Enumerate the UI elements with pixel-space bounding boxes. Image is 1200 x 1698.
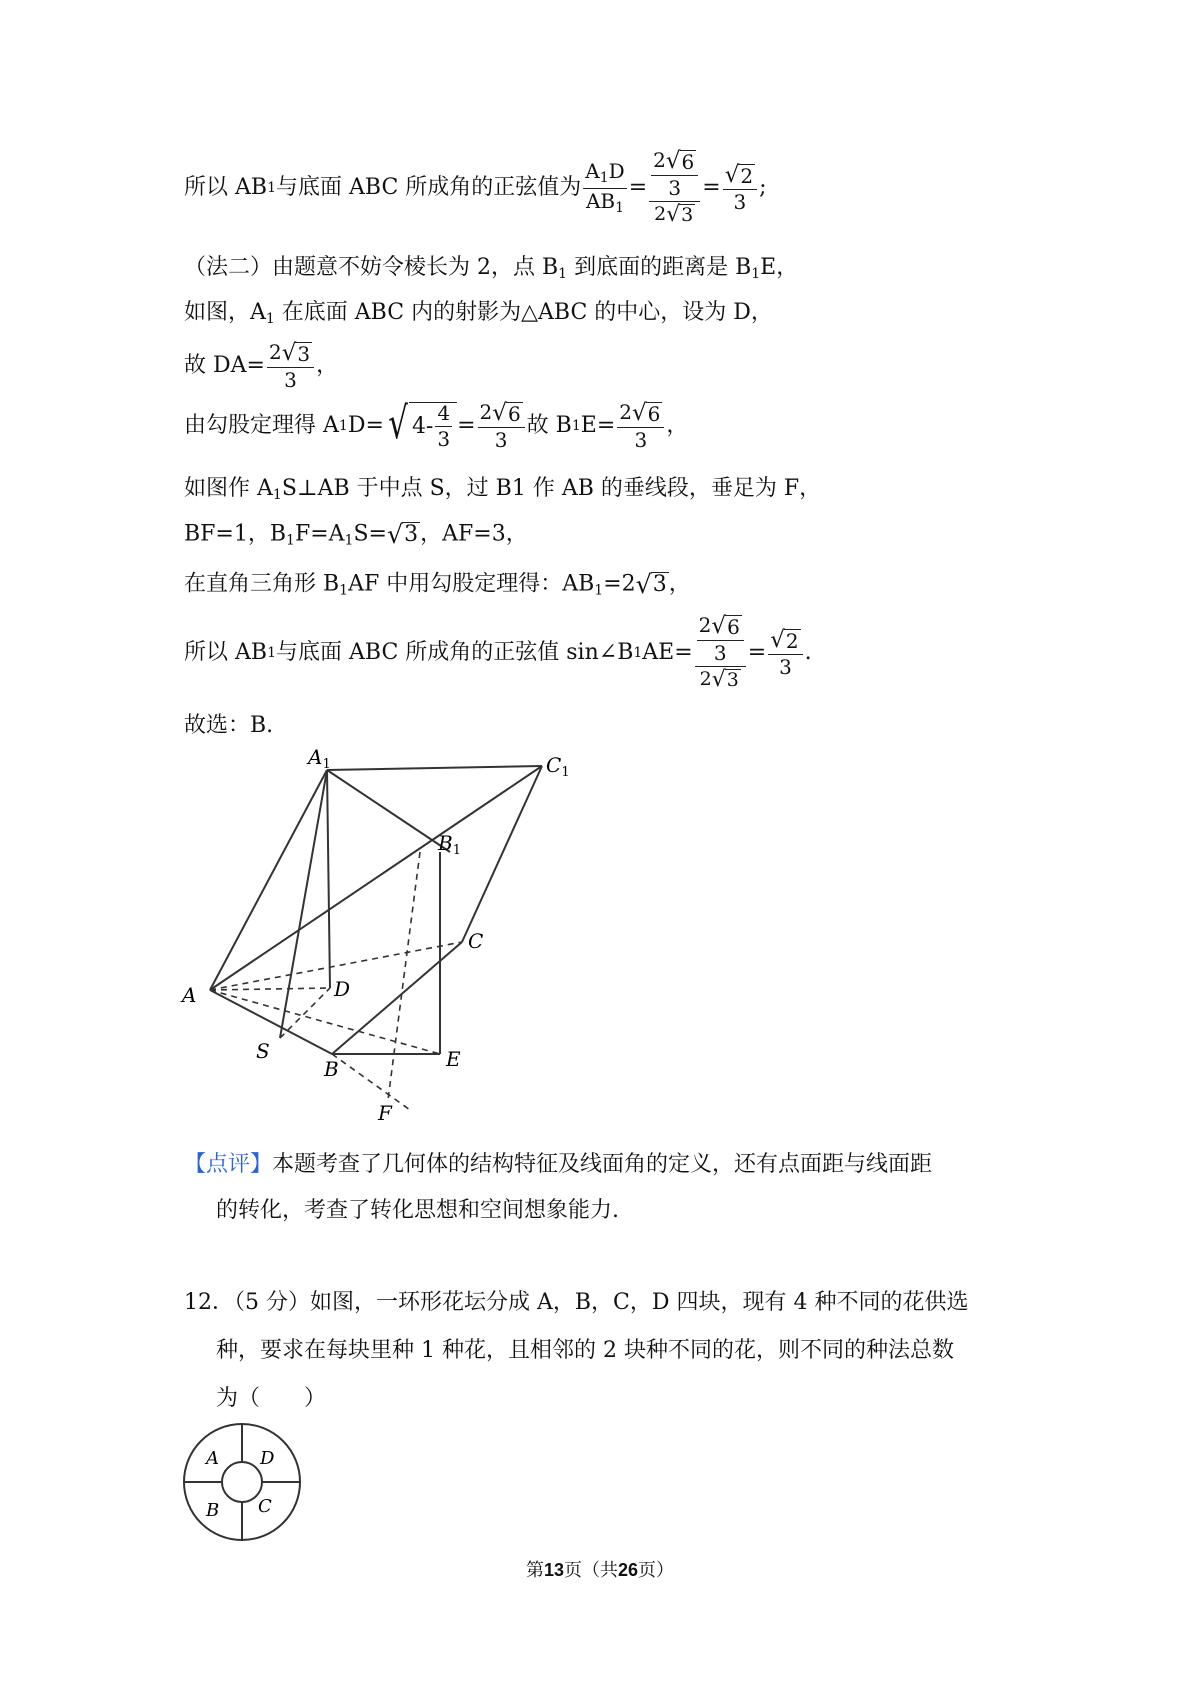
question-12-line-2: 种，要求在每块里种 1 种花，且相邻的 2 块种不同的花，则不同的种法总数 xyxy=(216,1338,954,1363)
label-c1: $C_1$ xyxy=(546,753,570,780)
solution-line-5: 由勾股定理得 A 1 D= √ 4- $\frac{4}{3}$ = 2 √ 6 3 故 B 1 E= 2 √ 6 3 ， xyxy=(184,398,689,452)
solution-line-3: 如图，$A_1$ 在底面 ABC 内的射影为△ABC 的中心，设为 D， xyxy=(184,300,773,327)
prism-diagram xyxy=(180,740,600,1120)
answer-line: 故选：B. xyxy=(184,713,274,738)
page-footer: 第13页（共26页） xyxy=(525,1560,675,1581)
label-b1: $B_1$ xyxy=(438,831,461,858)
comment-label: 【点评】 xyxy=(184,1152,273,1177)
ring-label-a: A xyxy=(206,1448,219,1469)
fraction-result: √ 2 3 xyxy=(723,164,757,213)
label-d: D xyxy=(334,977,351,1001)
question-12-line-3: 为（ ） xyxy=(216,1386,327,1411)
label-b: B xyxy=(324,1057,339,1081)
radical-expression: √ 4- $\frac{4}{3}$ xyxy=(384,402,457,450)
comment-line-1: 【点评】本题考查了几何体的结构特征及线面角的定义，还有点面距与线面距 xyxy=(184,1152,933,1177)
question-12-line-1: 12．（5 分）如图，一环形花坛分成 A，B，C，D 四块，现有 4 种不同的花供选 xyxy=(184,1290,969,1315)
comment-line-2: 的转化，考查了转化思想和空间想象能力. xyxy=(216,1198,619,1223)
page-number: 13 xyxy=(543,1560,564,1580)
label-e: E xyxy=(446,1047,461,1071)
ring-label-c: C xyxy=(258,1496,272,1517)
fraction-da: 2 √ 3 3 xyxy=(267,342,314,391)
solution-line-1: 所以 AB 1 与底面 ABC 所成角的正弦值为 $\frac{A_1D}{AB_1}$ = 2 √ 6 3 2 √ 3 = √ 2 3 ; xyxy=(184,148,767,228)
solution-line-2: （法二）由题意不妨令棱长为 2，点 $B_1$ 到底面的距离是 $B_1E$， xyxy=(184,255,799,282)
solution-line-9: 所以 AB 1 与底面 ABC 所成角的正弦值 sin∠B 1 AE= 2 √ 6 3 2 √ 3 = √ 2 3 . xyxy=(184,613,812,693)
ring-label-b: B xyxy=(206,1500,220,1521)
nested-fraction: 2 √ 6 3 2 √ 3 xyxy=(649,150,700,226)
ring-diagram xyxy=(180,1420,310,1550)
label-a1: $A_1$ xyxy=(308,745,331,772)
label-f: F xyxy=(378,1101,392,1120)
solution-line-8: 在直角三角形 $B_1AF$ 中用勾股定理得：$AB_1=2$ √ 3 ， xyxy=(184,570,691,599)
page-total: 26 xyxy=(618,1560,639,1580)
nested-fraction-2: 2 √ 6 3 2 √ 3 xyxy=(695,615,746,691)
label-a: A xyxy=(182,983,197,1007)
ring-label-d: D xyxy=(260,1448,275,1469)
fraction-a1d-over-ab1: $\frac{A_1D}{AB_1}$ xyxy=(585,158,625,216)
solution-line-4: 故 DA= 2 √ 3 3 ， xyxy=(184,339,339,392)
label-s: S xyxy=(256,1039,270,1063)
solution-line-7: BF=1，$B_1F=A_1S=$ √ 3 ，AF=3， xyxy=(184,520,528,549)
solution-line-6: 如图作 $A_1S\perp AB$ 于中点 S，过 B1 作 AB 的垂线段，垂足为 F， xyxy=(184,476,822,503)
label-c: C xyxy=(468,929,484,953)
